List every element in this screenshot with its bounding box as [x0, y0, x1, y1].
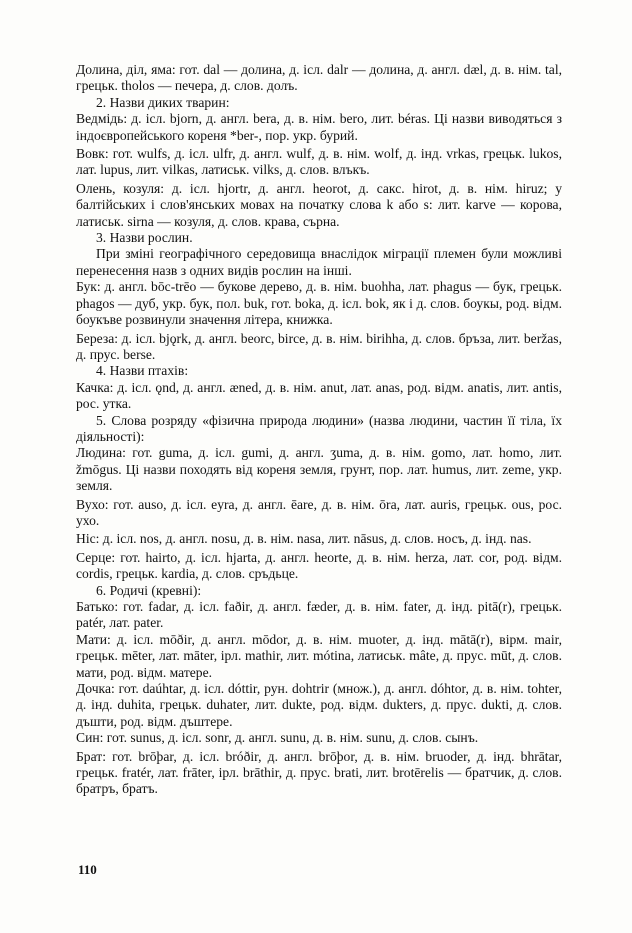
paragraph: Бук: д. англ. bōc-trēo — букове дерево, д. в. нім. buohha, лат. phagus — бук, грецьк. phagos — дуб, укр. бук, пол. buk, гот. boka, д. ісл. bok, як і д. слов. боукы, род. відм. боукъве розвинули значення літера, книжка. — [76, 279, 562, 328]
page-number: 110 — [78, 862, 97, 877]
paragraph: Серце: гот. hairto, д. ісл. hjarta, д. англ. heorte, д. в. нім. herza, лат. cor, род. відм. cordis, грецьк. kardia, д. слов. сръдьце. — [76, 549, 562, 582]
paragraph: 2. Назви диких тварин: — [96, 94, 230, 110]
paragraph: 6. Родичі (кревні): — [96, 582, 202, 598]
paragraph: Ніс: д. ісл. nos, д. англ. nosu, д. в. нім. nasa, лит. nāsus, д. слов. носъ, д. інд. nas. — [76, 531, 532, 547]
paragraph: 4. Назви птахів: — [96, 363, 189, 379]
paragraph: Долина, діл, яма: гот. dal — долина, д. ісл. dalr — долина, д. англ. dæl, д. в. нім. tal, грецьк. tholos — печера, д. слов. долъ. — [76, 62, 562, 94]
paragraph: 3. Назви рослин. — [96, 230, 193, 246]
paragraph: Батько: гот. fadar, д. ісл. faðir, д. англ. fæder, д. в. нім. fater, д. інд. pitā(r), грецьк. patér, лат. pater. — [76, 599, 562, 631]
paragraph: Олень, козуля: д. ісл. hjortr, д. англ. heorot, д. сакс. hirot, д. в. нім. hiruz; у балтійських і слов'янських мовах на початку слова k або s: лит. karve — корова, латиськ. sirna — козуля, д. слов. крава, сърна. — [76, 180, 562, 229]
paragraph: Мати: д. ісл. mōðir, д. англ. mōdor, д. в. нім. muoter, д. інд. mātā(r), вірм. mair, грецьк. mēter, лат. māter, ірл. mathir, лит. mótina, латиськ. mâte, д. прус. mūt, д. слов. мати, род. відм. матере. — [76, 631, 562, 680]
paragraph: Ведмідь: д. ісл. bjorn, д. англ. bera, д. в. нім. bero, лит. béras. Ці назви виводяться з індоєвропейського кореня *ber-, пор. укр. бурий. — [76, 111, 562, 143]
paragraph: Брат: гот. brōþar, д. ісл. bróðir, д. англ. brōþor, д. в. нім. bruoder, д. інд. bhrātar, грецьк. fratér, лат. frāter, ірл. brāthir, д. прус. brati, лит. brotērelis — братчик, д. слов. братръ, братъ. — [76, 748, 562, 797]
paragraph: Вовк: гот. wulfs, д. ісл. ulfr, д. англ. wulf, д. в. нім. wolf, д. інд. vrkas, грецьк. lukos, лат. lupus, лит. vilkas, латиськ. vilks, д. слов. влъкъ. — [76, 146, 562, 178]
paragraph: При зміні географічного середовища внаслідок міграції племен були можливі перенесення назв з одних видів рослин на інші. — [76, 246, 562, 278]
paragraph: Качка: д. ісл. ǫnd, д. англ. æned, д. в. нім. anut, лат. anas, род. відм. anatis, лит. antis, рос. утка. — [76, 379, 562, 412]
body-text — [76, 62, 562, 798]
paragraph: Людина: гот. guma, д. ісл. gumi, д. англ. ʒuma, д. в. нім. gomo, лат. homo, лит. žmōgus. Ці назви походять від кореня земля, грунт, пор. лат. humus, лит. zeme, укр. земля. — [76, 445, 562, 494]
paragraph: Береза: д. ісл. bjǫrk, д. англ. beorc, birce, д. в. нім. birihha, д. слов. бръза, лит. beržas, д. прус. berse. — [76, 330, 562, 362]
paragraph: Син: гот. sunus, д. ісл. sonr, д. англ. sunu, д. в. нім. sunu, д. слов. сынъ. — [76, 730, 479, 746]
paragraph: 5. Слова розряду «фізична природа людини» (назва людини, частин її тіла, їх діяльності): — [76, 412, 562, 444]
paragraph: Дочка: гот. daúhtar, д. ісл. dóttir, рун. dohtrir (множ.), д. англ. dóhtor, д. в. нім. tohter, д. інд. duhita, грецьк. duhater, лит. dukte, род. відм. dukters, д. прус. dukti, д. слов. дъшти, род. відм. дъштере. — [76, 681, 562, 729]
paragraph: Вухо: гот. auso, д. ісл. eyra, д. англ. ēare, д. в. нім. ōra, лат. auris, грецьк. ous, рос. ухо. — [76, 496, 562, 528]
